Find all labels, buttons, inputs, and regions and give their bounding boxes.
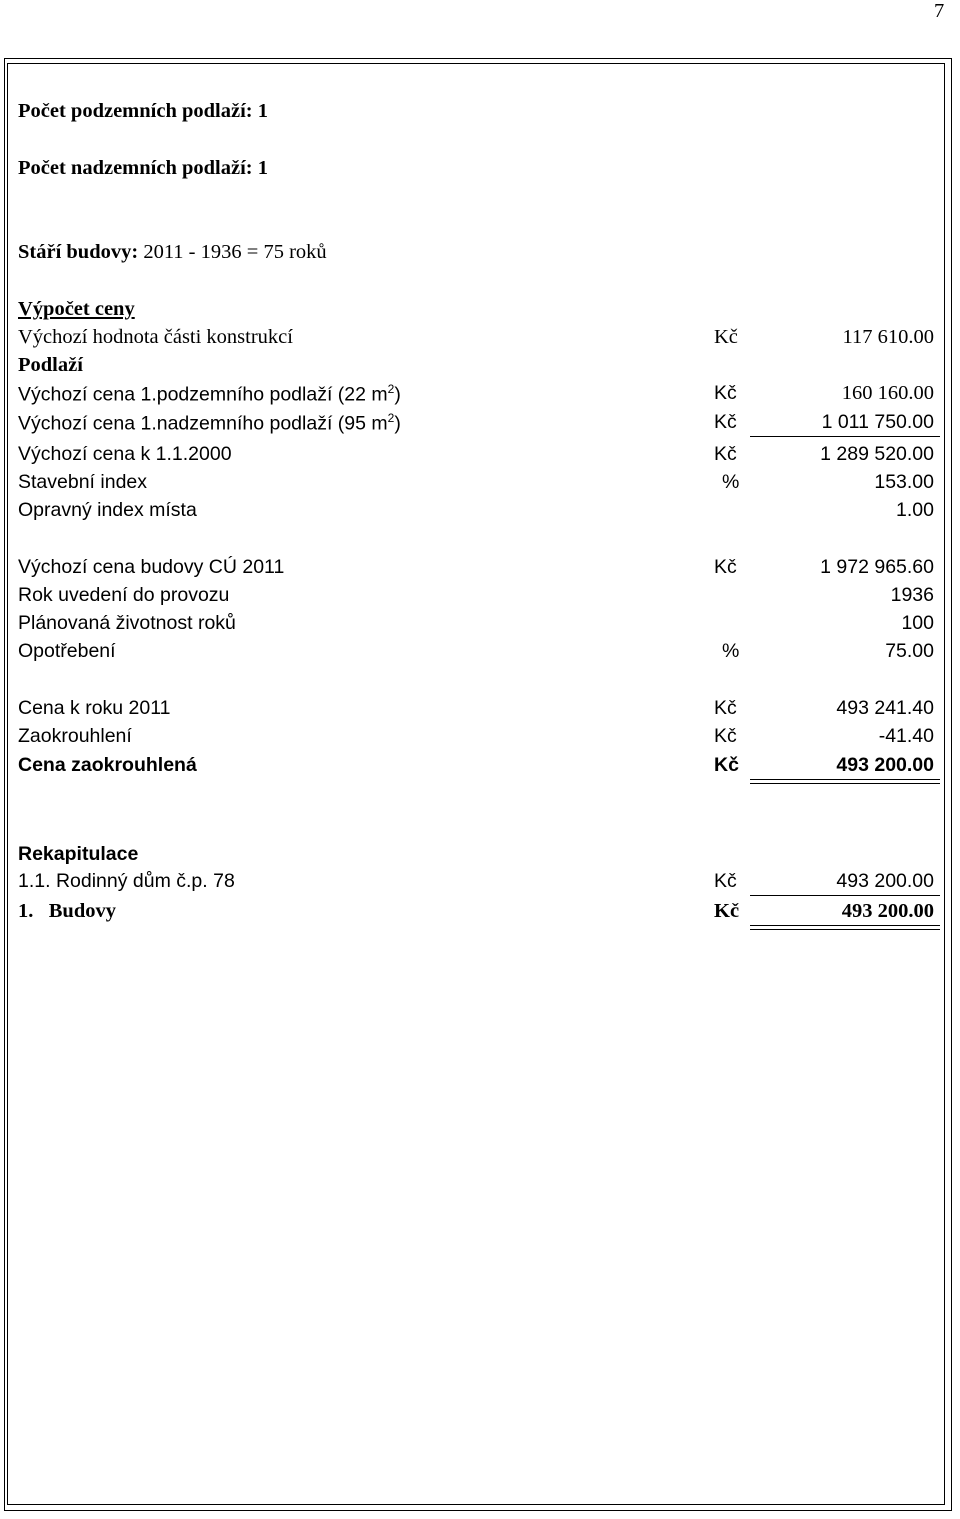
stari-label: Stáří budovy: [18, 241, 139, 263]
row-opravny-index [18, 499, 934, 525]
row-value: 1 972 965.60 [820, 556, 934, 578]
podzemni-label: Počet podzemních podlaží: [18, 100, 253, 122]
row-cena-zaokrouhlena [18, 754, 934, 780]
row-value: 493 200.00 [841, 900, 934, 922]
row-value: 493 200.00 [836, 870, 934, 892]
row-vychozi-cena-budovy [18, 556, 934, 582]
page-number: 7 [934, 0, 945, 22]
row-label: Výchozí cena budovy CÚ 2011 [18, 556, 285, 578]
row-value: 1.00 [896, 499, 934, 521]
rekapitulace-title: Rekapitulace [18, 843, 139, 865]
row-stavebni-index [18, 471, 934, 497]
row-label: 1.1. Rodinný dům č.p. 78 [18, 870, 235, 892]
row-unit: Kč [714, 556, 737, 578]
row-unit: Kč [714, 697, 737, 719]
podzemni-podlazi-line [18, 100, 268, 123]
row-label: Zaokrouhlení [18, 725, 132, 747]
row-label: 1. Budovy [18, 900, 116, 922]
budovy-rule-1 [750, 925, 940, 926]
podzemni-value: 1 [257, 100, 268, 122]
row-label: Cena zaokrouhlená [18, 754, 197, 776]
row-label: Opravný index místa [18, 499, 197, 521]
row-unit: % [722, 471, 740, 493]
row-cena-2011 [18, 697, 934, 723]
nadzemni-podlazi-line [18, 157, 268, 180]
row-rok-uvedeni [18, 584, 934, 610]
sum-rule [750, 436, 940, 437]
row-zivotnost [18, 612, 934, 638]
row-label: Výchozí cena 1.nadzemního podlaží (95 $m^2$) [18, 411, 401, 435]
nadzemni-value: 1 [257, 157, 268, 179]
row-vychozi-hodnota [18, 326, 934, 352]
row-value: 153.00 [874, 471, 934, 493]
row-value: 75.00 [885, 640, 934, 662]
row-value: 117 610.00 [842, 326, 934, 348]
row-label: Cena k roku 2011 [18, 697, 171, 719]
row-label: Výchozí cena k 1.1.2000 [18, 443, 232, 465]
row-opotrebeni [18, 640, 934, 666]
row-unit: Kč [714, 725, 737, 747]
row-unit: Kč [714, 326, 738, 348]
row-budovy [18, 900, 934, 926]
row-label: Stavební index [18, 471, 148, 493]
row-rodinny-dum [18, 870, 934, 896]
row-unit: Kč [714, 754, 739, 776]
row-unit: Kč [714, 443, 737, 465]
row-label: Výchozí cena 1.podzemního podlaží (22 $m^2$) [18, 382, 401, 406]
page-frame-inner [7, 63, 945, 1505]
row-value: 1 289 520.00 [820, 443, 934, 465]
row-value: 160 160.00 [841, 382, 934, 404]
total-rule-2 [750, 783, 940, 784]
row-value: 1 011 750.00 [821, 411, 934, 433]
nadzemni-label: Počet nadzemních podlaží: [18, 157, 253, 179]
row-label: Rok uvedení do provozu [18, 584, 230, 606]
row-nadzemni-cena [18, 411, 934, 437]
row-label: Výchozí hodnota části konstrukcí [18, 326, 293, 348]
row-unit: Kč [714, 870, 737, 892]
stari-value: 2011 - 1936 = 75 roků [143, 241, 327, 263]
row-unit: Kč [714, 411, 737, 433]
row-value: 100 [901, 612, 934, 634]
row-unit: % [722, 640, 740, 662]
total-rule-1 [750, 779, 940, 780]
row-vychozi-cena-2000 [18, 443, 934, 469]
row-value: 1936 [890, 584, 934, 606]
row-unit: Kč [714, 900, 740, 922]
row-label: Plánovaná životnost roků [18, 612, 236, 634]
row-value: 493 200.00 [836, 754, 934, 776]
row-label: Opotřebení [18, 640, 116, 662]
row-unit: Kč [714, 382, 737, 404]
row-zaokrouhleni [18, 725, 934, 751]
recap-rule [750, 895, 940, 896]
row-podzemni-cena [18, 382, 934, 408]
budovy-rule-2 [750, 929, 940, 930]
row-value: -41.40 [878, 725, 934, 747]
stari-budovy-line [18, 241, 327, 264]
vypocet-ceny-title: Výpočet ceny [18, 298, 135, 320]
row-value: 493 241.40 [836, 697, 934, 719]
podlazi-heading: Podlaží [18, 354, 83, 376]
